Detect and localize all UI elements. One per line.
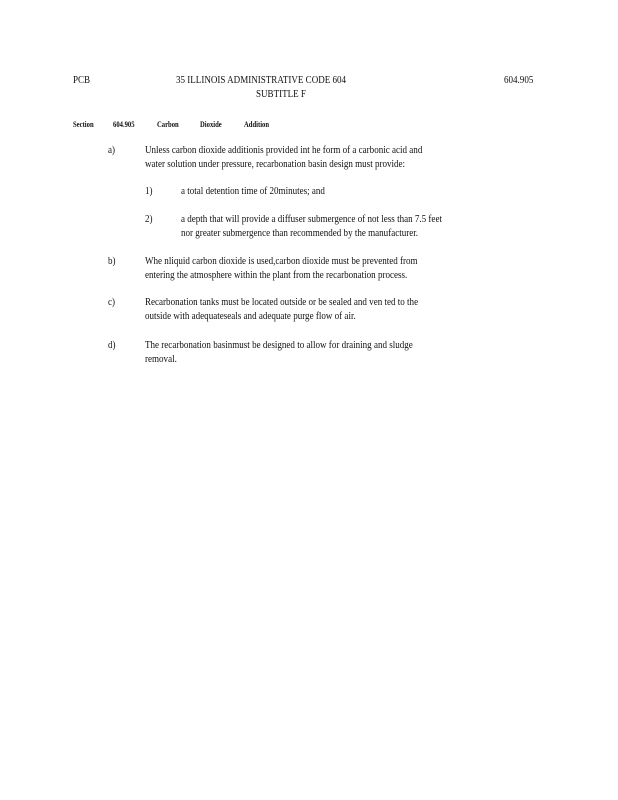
item-1-marker: 1): [145, 186, 153, 197]
item-2-line2: nor greater submergence than recommended by the manufacturer.: [181, 228, 419, 239]
item-2-line1: a depth that will provide a diffuser submergence of not less than 7.5 feet: [181, 214, 442, 225]
paragraph-b-marker: b): [108, 256, 116, 267]
paragraph-d-line2: removal.: [145, 354, 177, 365]
paragraph-a-line2: water solution under pressure, recarbonation basin design must provide:: [145, 159, 406, 170]
header-title: 35 ILLINOIS ADMINISTRATIVE CODE 604: [176, 75, 347, 86]
header-subtitle: SUBTITLE F: [256, 89, 306, 100]
paragraph-a-marker: a): [108, 145, 116, 156]
section-number: 604.905: [113, 119, 135, 129]
section-title-word3: Addition: [244, 119, 270, 129]
paragraph-a-line1: Unless carbon dioxide additionis provided int he form of a carbonic acid and: [145, 145, 423, 156]
paragraph-c-marker: c): [108, 297, 116, 308]
paragraph-d-line1: The recarbonation basinmust be designed to allow for draining and sludge: [145, 340, 413, 351]
header-right: 604.905: [504, 75, 534, 86]
section-title-word1: Carbon: [157, 119, 179, 129]
paragraph-b-line2: entering the atmosphere within the plant from the recarbonation process.: [145, 270, 408, 281]
section-label: Section: [73, 119, 94, 129]
item-2-marker: 2): [145, 214, 153, 225]
paragraph-c-line1: Recarbonation tanks must be located outside or be sealed and ven ted to the: [145, 297, 419, 308]
item-1-line1: a total detention time of 20minutes; and: [181, 186, 325, 197]
header-left: PCB: [73, 75, 91, 86]
section-title-word2: Dioxide: [200, 119, 222, 129]
paragraph-d-marker: d): [108, 340, 116, 351]
paragraph-c-line2: outside with adequateseals and adequate purge flow of air.: [145, 311, 356, 322]
paragraph-b-line1: Whe nliquid carbon dioxide is used,carbon dioxide must be prevented from: [145, 256, 418, 267]
